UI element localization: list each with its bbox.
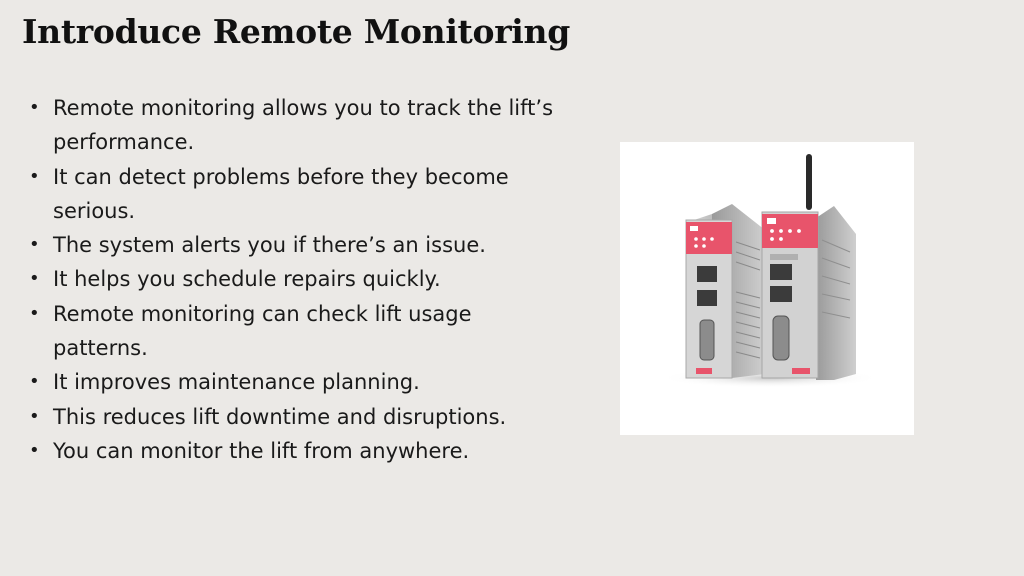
bullet-dot-icon: • <box>29 268 40 290</box>
bullet-item <box>26 262 566 296</box>
bullet-item <box>26 297 566 366</box>
bullet-dot-icon: • <box>29 371 40 393</box>
bullet-text: The system alerts you if there’s an issue. <box>53 233 486 258</box>
bullet-dot-icon: • <box>29 405 40 427</box>
bullet-dot-icon: • <box>29 97 40 118</box>
bullet-item <box>26 228 566 262</box>
bullet-text: It helps you schedule repairs quickly. <box>53 267 441 292</box>
slide-title: Introduce Remote Monitoring <box>22 12 571 51</box>
bullet-text: It can detect problems before they become serious. <box>53 164 509 223</box>
device-photo <box>620 142 914 435</box>
bullet-item <box>26 434 566 468</box>
bullet-item <box>26 400 566 434</box>
bullet-dot-icon: • <box>29 165 40 187</box>
bullet-item <box>26 91 566 160</box>
bullet-item <box>26 160 566 229</box>
bullet-text: Remote monitoring can check lift usage patterns. <box>53 301 472 361</box>
bullet-text: You can monitor the lift from anywhere. <box>53 438 470 463</box>
bullet-text: It improves maintenance planning. <box>53 370 420 395</box>
bullet-dot-icon: • <box>29 302 40 324</box>
bullet-list <box>26 91 566 468</box>
remote-monitoring-device-icon <box>620 142 914 435</box>
bullet-dot-icon: • <box>29 439 40 461</box>
bullet-dot-icon: • <box>29 234 40 256</box>
bullet-text: Remote monitoring allows you to track the lift’s performance. <box>53 96 554 155</box>
bullet-text: This reduces lift downtime and disruptions. <box>53 404 507 429</box>
bullet-item <box>26 365 566 399</box>
